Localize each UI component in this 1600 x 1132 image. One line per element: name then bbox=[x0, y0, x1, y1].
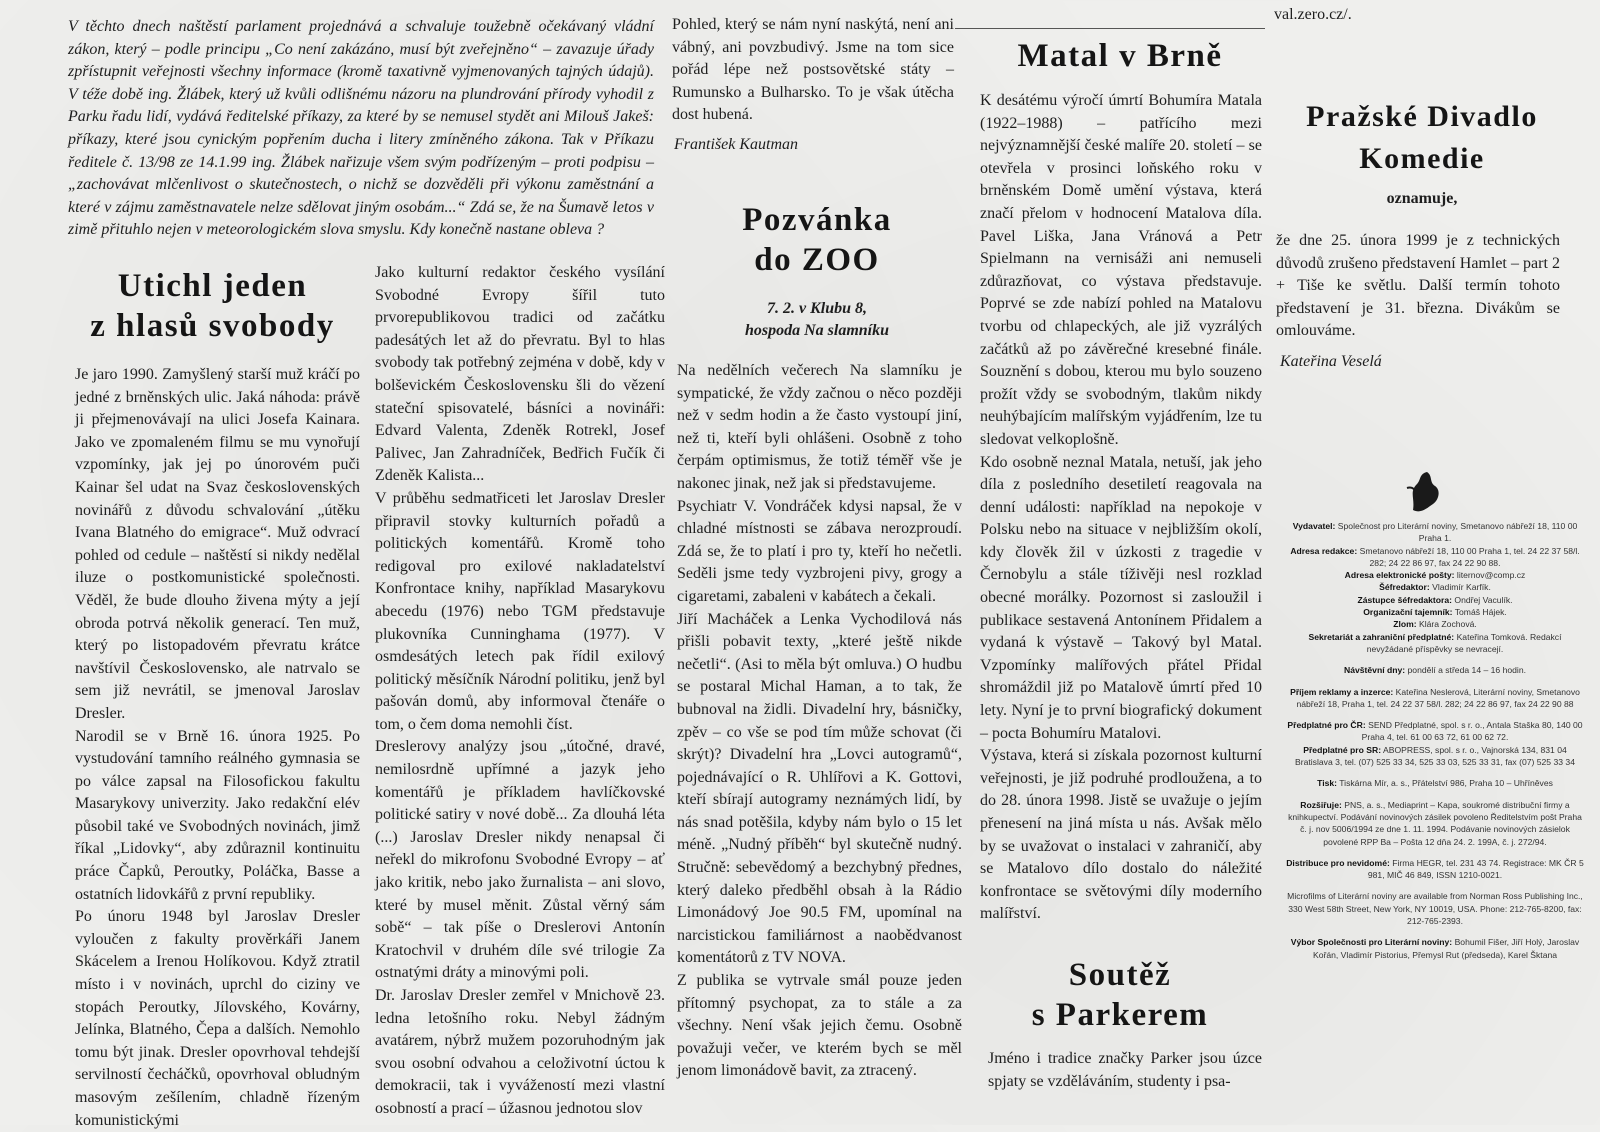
impressum-entry bbox=[1285, 618, 1585, 630]
impressum-label: Adresa redakce: bbox=[1290, 545, 1358, 556]
impressum-entry bbox=[1285, 545, 1585, 570]
impressum-label: Šéfredaktor: bbox=[1379, 582, 1430, 593]
paragraph: Výstava, která si získala pozornost kulturní veřejnosti, je již podruhé prodloužena, a to do 28. února 1998. Jistě se uvažuje o jejím přenesení na jiná místa u nás. Avšak mělo by se uvažovat o instalaci v zahraničí, aby se Matalovo dílo dostalo do náležité konfrontace se světovými díly moderního malířství. bbox=[980, 747, 1262, 923]
impressum-entry bbox=[1285, 936, 1585, 961]
zoo-body bbox=[677, 360, 962, 1083]
impressum-entry bbox=[1285, 569, 1585, 581]
previous-article-tail: Pohled, který se nám nyní naskýtá, není ani vábný, ani povzbudivý. Jsme na tom sice pořád lépe než postsovětské státy – Rumunsko a Bulharsko. To je však útěcha dost hubená. bbox=[672, 16, 954, 124]
matal-headline: Matal v Brně bbox=[1017, 38, 1223, 74]
divadlo-announces: oznamuje, bbox=[1386, 190, 1458, 207]
impressum-label: Příjem reklamy a inzerce: bbox=[1290, 686, 1394, 697]
impressum-entry bbox=[1285, 664, 1585, 676]
paragraph: Jiří Macháček a Lenka Vychodilová nás přišli pobavit texty, „které ještě nikde nečetli“. (Asi to měla být omluva.) O hudbu se postaral Michal Haman, a to tak, že bubnoval na židli. Divadelní hry, básničky, zpěv – co vše se pod tím může schovat (či skrýt)? Divadelní hra „Lovci autogramů“, pojednávající o R. Uhlířovi a K. Gottovi, kteří sbírají autogramy neznámých lidí, by nás snad potěšila, kdyby nám bylo o 15 let méně. „Nudný příběh“ byl skutečně nudný. Stručně: sebevědomý a bezchybný přednes, který daleko předběhl obsah à la Rádio Limonádový Joe 90.5 FM, upomínal na narcistickou familiárnost a naobědvanost komentátorů z TV NOVA. bbox=[677, 610, 962, 967]
impressum-label: Návštěvní dny: bbox=[1343, 665, 1406, 676]
parker-headline: Soutěž s Parkerem bbox=[1031, 957, 1209, 1033]
impressum-entry bbox=[1285, 777, 1585, 789]
impressum-value: Klára Zochová. bbox=[1418, 619, 1477, 630]
impressum-value: liternov@comp.cz bbox=[1456, 570, 1526, 581]
dresler-column-1 bbox=[75, 364, 360, 1132]
paragraph: V průběhu sedmatřiceti let Jaroslav Dresler připravil stovky kulturních pořadů a politických komentářů. Kromě toho redigoval pro exilové nakladatelství Konfrontace knihy, například Masarykovu abecedu (1976) nebo TGM představuje plukovníka Cunninghama (1977). V osmdesátých letech pak řídil exilový politický měsíčník Národní politiku, jenž byl pašován domů, aby informoval čtenáře o tom, o čem doma nemohli číst. bbox=[375, 489, 665, 733]
url-fragment: val.zero.cz/. bbox=[1274, 6, 1352, 23]
zoo-subheadline: 7. 2. v Klubu 8, hospoda Na slamníku bbox=[744, 300, 890, 339]
impressum-entry bbox=[1285, 581, 1585, 593]
impressum-entry bbox=[1285, 890, 1585, 927]
dresler-column-2 bbox=[375, 262, 665, 1121]
impressum-label: Předplatné pro ČR: bbox=[1287, 720, 1366, 731]
impressum-value: Microfilms of Literární noviny are available from Norman Ross Publishing Inc., 330 West 58th Street, New York, NY 10019, USA. Phone: 212-765-8200, fax: 212-765-2393. bbox=[1287, 891, 1583, 927]
impressum-value: ABOPRESS, spol. s r. o., Vajnorská 134, 831 04 Bratislava 3, tel. (07) 525 33 34, 525 33 03, 525 33 31, fax (07) 525 33 34 bbox=[1295, 744, 1575, 768]
impressum-entry bbox=[1285, 606, 1585, 618]
impressum-label: Zástupce šéfredaktora: bbox=[1357, 594, 1453, 605]
impressum bbox=[1285, 520, 1585, 961]
impressum-value: Vladimír Karfík. bbox=[1432, 582, 1491, 593]
paragraph: Jako kulturní redaktor českého vysílání Svobodné Evropy šířil tuto prvorepublikovou tradici od začátku padesátých let až do převratu. Byl to hlas svobody tak potřebný zejména v době, kdy v bolševickém Československu šli do vězení stateční spisovatelé, básníci a novináři: Edvard Valenta, Zdeněk Rotrekl, Josef Palivec, Jan Zahradníček, Bedřich Fučík či Zdeněk Kalista... bbox=[375, 264, 665, 485]
impressum-value: PNS, a. s., Mediaprint – Kapa, soukromé distribuční firmy a knihkupectví. Podávání novinových zásilek povoleno Ředitelstvím pošt Praha č. j. nov 5006/1994 ze dne 1. 11. 1994. Podávanie novinových zásielok povolené RPP Ba – Pošta 12 dňa 24. 2. 199A, č. j. 272/94. bbox=[1288, 799, 1582, 847]
impressum-entry bbox=[1285, 744, 1585, 769]
impressum-label: Vydavatel: bbox=[1292, 521, 1336, 531]
impressum-entry bbox=[1285, 520, 1585, 545]
paragraph: Je jaro 1990. Zamyšlený starší muž kráčí po jedné z brněnských ulic. Jaká náhoda: právě ji přejmenovávají na ulici Josefa Kainara. Jako ve zpomaleném filmu se mu vynořují vzpomínky, jak jej po únorovém puči Kainar šel udat na Svaz československých novinářů z důvodu schvalování „útěku Ivana Blatného do emigrace“. Muž odvrací pohled od cedule – naštěstí si nikdy nedělal iluze o postkomunistické společnosti. Věděl, že bude dlouho živena mýty a její obroda potrvá několik generací. Ten muž, který po listopadovém převratu krátce navštívil Československo, ale natrvalo se sem již nevrátil, se jmenoval Jaroslav Dresler. bbox=[75, 366, 360, 722]
paragraph: Na nedělních večerech Na slamníku je sympatické, že vždy začnou o něco později než v sedm hodin a že často vystoupí jiní, než ti, kteří byli ohlášeni. Osobně z toho čerpám optimismus, že totiž téměř vše je nakonec jinak, než jak si představujeme. bbox=[677, 362, 962, 492]
paragraph: Z publika se vytrvale smál pouze jeden přítomný psychopat, za to stále a za všechny. Není však jejich čemu. Osobně považuji večer, ve kterém bych se měl jenom limonádově bavit, za ztracený. bbox=[677, 972, 962, 1080]
impressum-entry bbox=[1285, 594, 1585, 606]
impressum-entry bbox=[1285, 799, 1585, 848]
impressum-label: Distribuce pro nevidomé: bbox=[1286, 857, 1390, 868]
paragraph: Kdo osobně neznal Matala, netuší, jak jeho díla z posledního desetiletí reagovala na denní události: například na nepokoje v Polsku nebo na situace v nejbližším okolí, kdy člověk žil v úzkosti z tragedie v Černobylu a stále tíživěji nesl rozklad obecné morálky. Pozornost si zasloužil i publikace sestavená Antonínem Přidalem a vydaná k výstavě – Takový byl Matal. Vzpomínky malířových přátel Přidal shromáždil již po Matalově úmrtí před 10 lety. Nyní je to první biografický dokument – pocta Bohumíru Matalovi. bbox=[980, 453, 1262, 742]
impressum-label: Adresa elektronické pošty: bbox=[1344, 570, 1455, 581]
impressum-value: Smetanovo nábřeží 18, 110 00 Praha 1, tel. 24 22 37 58/l. 282; 24 22 86 97, fax 24 22 90 88. bbox=[1359, 545, 1580, 568]
impressum-entry bbox=[1285, 631, 1585, 656]
impressum-value: Tomáš Hájek. bbox=[1454, 607, 1507, 618]
impressum-value: Ondřej Vaculík. bbox=[1454, 594, 1513, 605]
impressum-entry bbox=[1285, 686, 1585, 711]
paragraph: Dr. Jaroslav Dresler zemřel v Mnichově 23. ledna letošního roku. Nebyl žádným avatárem, nýbrž mužem pozoruhodným jak svou osobní odvahou a celoživotní úctou k demokracii, tak i vyvážeností mezi vlastní osobností a prací – úžasnou jednotou slov bbox=[375, 987, 665, 1117]
impressum-value: Společnost pro Literární noviny, Smetanovo nábřeží 18, 110 00 Praha 1. bbox=[1337, 521, 1578, 544]
impressum-value: SEND Předplatné, spol. s r. o., Antala Staška 80, 140 00 Praha 4, tel. 61 00 63 72, 61 00 62 72. bbox=[1361, 720, 1583, 743]
paragraph: Dreslerovy analýzy jsou „útočné, dravé, nemilosrdně upřímné a jazyk jeho komentářů je příkladem havlíčkovské politické satiry v nové době... Za dlouhá léta (...) Jaroslav Dresler nikdy nenapsal či neřekl do mikrofonu Svobodné Evropy – ať jako kritik, nebo jako žurnalista – ani slovo, které by musel měnit. Zůstal věrný sám sobě“ – tak píše o Dreslerovi Antonín Kratochvil v druhém díle své trilogie Za ostnatými dráty a minovými poli. bbox=[375, 738, 665, 982]
divider bbox=[955, 28, 1265, 29]
parker-body: Jméno i tradice značky Parker jsou úzce spjaty se vzděláváním, studenty i psa- bbox=[988, 1050, 1262, 1090]
matal-body bbox=[980, 90, 1262, 926]
impressum-value: pondělí a středa 14 – 16 hodin. bbox=[1407, 665, 1527, 676]
divadlo-author: Kateřina Veselá bbox=[1280, 353, 1382, 370]
impressum-entry bbox=[1285, 857, 1585, 882]
impressum-value: Bohumil Fišer, Jiří Holý, Jaroslav Kořán, Vladimír Pistorius, Přemysl Rut (předseda), Karel Šktana bbox=[1312, 937, 1580, 960]
impressum-entry bbox=[1285, 719, 1585, 744]
dresler-headline: Utichl jeden z hlasů svobody bbox=[90, 268, 335, 344]
impressum-label: Předplatné pro SR: bbox=[1303, 744, 1382, 755]
paragraph: Po únoru 1948 byl Jaroslav Dresler vyloučen z fakulty prověrkáři Janem Skácelem a Irenou Holíkovou. Když ztratil místo i v novinách, uprchl do ciziny ve stopách Peroutky, Jílovského, Kovárny, Jelínka, Blatného, Čepa a dalších. Nemohlo tomu být jinak. Dresler opovrhoval tehdejší servilností čecháčků, opovrhoval obludným masovým zešílením, chladně řízeným komunistickými bbox=[75, 908, 360, 1129]
impressum-label: Výbor Společnosti pro Literární noviny: bbox=[1290, 937, 1453, 948]
impressum-label: Sekretariát a zahraniční předplatné: bbox=[1308, 631, 1455, 642]
divadlo-body: že dne 25. února 1999 je z technických důvodů zrušeno představení Hamlet – part 2 + Tiše ke světlu. Další termín tohoto představení je 31. března. Divákům se omlouváme. bbox=[1276, 232, 1560, 340]
divadlo-headline: Pražské Divadlo Komedie bbox=[1306, 100, 1538, 175]
paragraph: Psychiatr V. Vondráček kdysi napsal, že v chladné místnosti se zábava nerozproudí. Zdá se, že to platí i pro ty, kteří ho nečetli. Seděli jsme tedy vyzbrojeni pivy, grogy a cigaretami, zabaleni v kabátech a čekali. bbox=[677, 497, 962, 605]
impressum-value: Kateřina Tomková. Redakcí nevyžádané příspěvky se nevracejí. bbox=[1366, 631, 1562, 654]
impressum-value: Firma HEGR, tel. 231 43 74. Registrace: MK ČR 5 981, MIČ 46 849, ISSN 1210-0021. bbox=[1367, 857, 1584, 881]
previous-article-author: František Kautman bbox=[674, 136, 798, 153]
newspaper-logo-icon bbox=[1405, 470, 1445, 514]
impressum-value: Kateřina Neslerová, Literární noviny, Smetanovo nábřeží 18, Praha 1, tel. 24 22 37 58/l. 282; 24 22 86 97, fax 24 22 90 88 bbox=[1296, 686, 1580, 709]
paragraph: Narodil se v Brně 16. února 1925. Po vystudování tamního reálného gymnasia se po válce zapsal na Filosofickou fakultu Masarykovy univerzity. Jako redakční elév působil také ve Svobodných novinách, jimž říkal „Lidovky“, aby zdůraznil kontinuitu práce Čapků, Peroutky, Poláčka, Basse a ostatních lidovkářů z první republiky. bbox=[75, 727, 360, 903]
impressum-label: Zlom: bbox=[1393, 619, 1417, 630]
impressum-label: Rozšiřuje: bbox=[1300, 799, 1342, 810]
impressum-value: Tiskárna Mír, a. s., Přátelství 986, Praha 10 – Uhříněves bbox=[1339, 778, 1553, 789]
zoo-headline: Pozvánka do ZOO bbox=[742, 202, 892, 278]
paragraph: K desátému výročí úmrtí Bohumíra Matala (1922–1988) – patřícího mezi nejvýznamnější české malíře 20. století – se otevřela v prosinci loňského roku v brněnském Domě umění výstava, která značí přelom v hodnocení Matalova díla. Pavel Liška, Jana Vránová a Petr Spielmann na vernisáži ani nemuseli zdůrazňovat, co výstava představuje. Poprvé se zde nabízí pohled na Matalovu tvorbu od chlapeckých, ale již vyzrálých začátků až po závěrečné kresebné finále. Souznění s dobou, kterou mu bylo souzeno prožít vždy se svobodným, tlakům nikdy neuhýbajícím malířským vyjádřením, lze tu sledovat velkoplošně. bbox=[980, 92, 1262, 448]
intro-paragraph: V těchto dnech naštěstí parlament projednává a schvaluje toužebně očekávaný vládní zákon, který – podle principu „Co není zakázáno, musí být zveřejněno“ – zavazuje úřady zpřístupnit veřejnosti všechny informace (kromě taxativně vyjmenovaných tajných údajů). V téže době ing. Žlábek, který už kvůli odlišnému názoru na plundrování přírody vyhodil z Parku řadu lidí, vydává ředitelské příkazy, za které by se nemusel stydět ani Milouš Jakeš: příkazy, které jsou cynickým popřením ducha i litery zmíněného zákona. Tak v Příkazu ředitele č. 13/98 ze 14.1.99 ing. Žlábek nařizuje všem svým podřízeným – proti podpisu – „zachovávat mlčenlivost o skutečnostech, o nichž se dozvěděli při výkonu zaměstnání a které v zájmu zaměstnavatele nelze sdělovat jiným osobám...“ Zdá se, že na Šumavě letos v zimě přituhlo nejen v meteorologickém slova smyslu. Kdy konečně nastane obleva ? bbox=[68, 18, 654, 239]
impressum-label: Tisk: bbox=[1317, 778, 1337, 789]
impressum-label: Organizační tajemník: bbox=[1363, 607, 1453, 618]
